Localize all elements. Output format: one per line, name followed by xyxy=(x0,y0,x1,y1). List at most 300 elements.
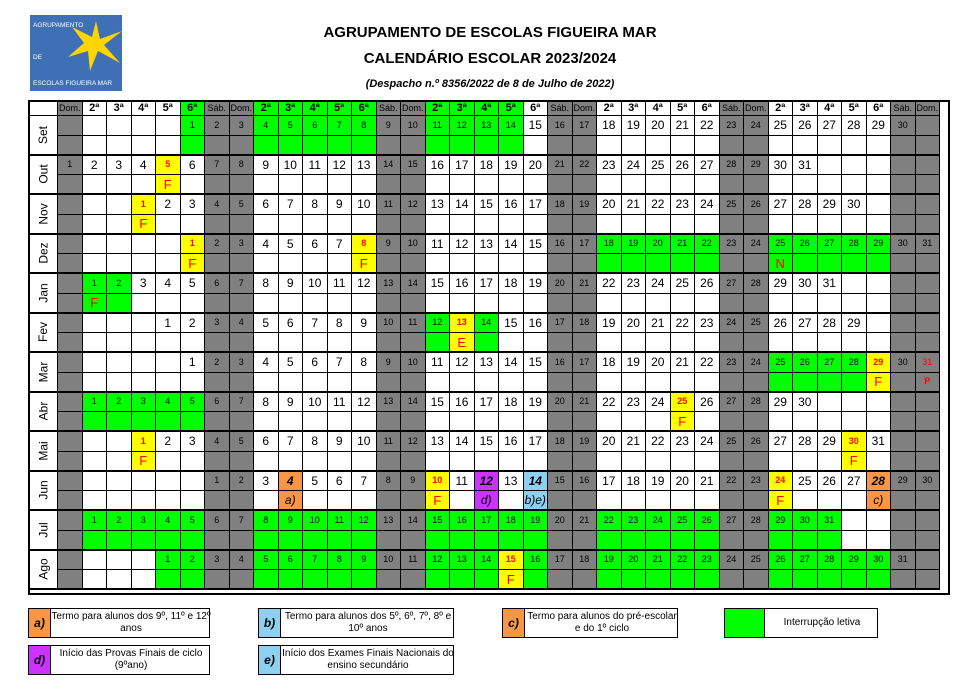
day-status-cell xyxy=(548,254,573,274)
day-status-cell xyxy=(303,570,328,590)
day-event-cell xyxy=(450,333,475,353)
empty-day-cell xyxy=(916,195,941,215)
day-number-cell: 18 xyxy=(499,511,524,531)
weekday-header-cell: 5ª xyxy=(671,102,696,116)
day-status-cell xyxy=(303,294,328,314)
day-status-cell xyxy=(107,254,132,274)
empty-day-cell xyxy=(891,195,916,215)
day-number-cell: 17 xyxy=(573,116,598,136)
day-number-cell: 8 xyxy=(254,393,279,413)
day-number-cell: 23 xyxy=(695,551,720,571)
day-status-cell xyxy=(83,136,108,156)
day-number-cell: 11 xyxy=(377,195,402,215)
month-label-cell xyxy=(30,472,58,512)
day-number-cell: 22 xyxy=(646,195,671,215)
day-number-cell: 27 xyxy=(769,195,794,215)
day-status-cell xyxy=(499,452,524,472)
day-status-cell xyxy=(916,294,941,314)
day-number-cell: 12 xyxy=(401,195,426,215)
day-status-cell xyxy=(279,412,304,432)
day-status-cell xyxy=(867,215,892,235)
weekday-header-cell: 5ª xyxy=(842,102,867,116)
day-status-cell xyxy=(426,570,451,590)
month-label-cell xyxy=(30,116,58,156)
day-number-cell: 5 xyxy=(279,235,304,255)
weekday-header-cell: 6ª xyxy=(352,102,377,116)
day-number-cell: 27 xyxy=(793,551,818,571)
weekday-header-cell: Sáb. xyxy=(891,102,916,116)
day-status-cell xyxy=(916,175,941,195)
day-status-cell xyxy=(377,333,402,353)
day-status-cell xyxy=(499,215,524,235)
day-number-cell: 10 xyxy=(303,393,328,413)
day-status-cell xyxy=(671,452,696,472)
day-status-cell xyxy=(107,373,132,393)
day-status-cell xyxy=(377,294,402,314)
day-status-cell xyxy=(891,373,916,393)
day-status-cell xyxy=(548,294,573,314)
day-status-cell xyxy=(58,136,83,156)
day-status-cell xyxy=(254,136,279,156)
day-status-cell xyxy=(597,215,622,235)
day-status-cell xyxy=(916,254,941,274)
day-status-cell xyxy=(499,531,524,551)
empty-day-cell xyxy=(58,432,83,452)
day-number-cell: 19 xyxy=(597,314,622,334)
day-event-cell xyxy=(132,452,157,472)
day-status-cell xyxy=(328,254,353,274)
day-status-cell xyxy=(377,373,402,393)
day-number-cell: 20 xyxy=(622,314,647,334)
day-status-cell xyxy=(426,333,451,353)
day-number-cell: 10 xyxy=(377,551,402,571)
day-status-cell xyxy=(205,373,230,393)
day-status-cell xyxy=(303,491,328,511)
day-status-cell xyxy=(622,136,647,156)
day-status-cell xyxy=(328,333,353,353)
day-status-cell xyxy=(646,412,671,432)
day-status-cell xyxy=(279,136,304,156)
day-number-cell: 23 xyxy=(622,274,647,294)
day-status-cell xyxy=(401,333,426,353)
day-number-cell: 30 xyxy=(842,432,867,452)
legend-item xyxy=(28,608,210,638)
day-number-cell: 16 xyxy=(548,353,573,373)
day-status-cell xyxy=(499,175,524,195)
day-number-cell: 7 xyxy=(303,551,328,571)
day-number-cell: 3 xyxy=(107,156,132,176)
day-number-cell: 19 xyxy=(622,116,647,136)
day-number-cell: 3 xyxy=(230,235,255,255)
day-number-cell: 27 xyxy=(720,274,745,294)
empty-day-cell xyxy=(891,511,916,531)
day-status-cell xyxy=(499,254,524,274)
weekday-header-cell: Dom. xyxy=(230,102,255,116)
day-number-cell: 1 xyxy=(205,472,230,492)
day-number-cell: 29 xyxy=(818,195,843,215)
day-status-cell xyxy=(107,175,132,195)
day-number-cell: 26 xyxy=(695,274,720,294)
day-status-cell xyxy=(426,294,451,314)
empty-day-cell xyxy=(916,116,941,136)
day-status-cell xyxy=(279,452,304,472)
day-status-cell xyxy=(83,491,108,511)
empty-day-cell xyxy=(842,156,867,176)
empty-day-cell xyxy=(58,116,83,136)
day-status-cell xyxy=(328,136,353,156)
day-number-cell: 28 xyxy=(842,235,867,255)
day-status-cell xyxy=(450,570,475,590)
event-code-label: F xyxy=(139,453,148,469)
day-number-cell: 26 xyxy=(769,314,794,334)
month-name: Jul xyxy=(36,522,51,538)
day-status-cell xyxy=(303,175,328,195)
day-status-cell xyxy=(303,373,328,393)
day-number-cell: 9 xyxy=(352,551,377,571)
day-event-cell xyxy=(769,254,794,274)
day-status-cell xyxy=(58,215,83,235)
day-number-cell: 27 xyxy=(793,314,818,334)
day-status-cell xyxy=(132,570,157,590)
day-status-cell xyxy=(842,175,867,195)
day-number-cell: 14 xyxy=(450,432,475,452)
legend-text: Termo para alunos dos 9º, 11º e 12º anos xyxy=(51,610,211,634)
day-status-cell xyxy=(597,254,622,274)
weekday-header-cell: 5ª xyxy=(499,102,524,116)
day-status-cell xyxy=(597,412,622,432)
month-label-cell xyxy=(30,393,58,433)
day-number-cell: 1 xyxy=(181,353,206,373)
day-status-cell xyxy=(254,175,279,195)
day-number-cell: 15 xyxy=(524,235,549,255)
day-number-cell: 17 xyxy=(548,551,573,571)
day-status-cell xyxy=(573,254,598,274)
empty-day-cell xyxy=(107,235,132,255)
day-number-cell: 6 xyxy=(303,235,328,255)
day-number-cell: 10 xyxy=(279,156,304,176)
day-status-cell xyxy=(842,215,867,235)
day-status-cell xyxy=(205,136,230,156)
day-status-cell xyxy=(818,136,843,156)
legend-item xyxy=(502,608,678,638)
day-status-cell xyxy=(744,452,769,472)
day-status-cell xyxy=(671,136,696,156)
empty-day-cell xyxy=(181,472,206,492)
day-number-cell: 6 xyxy=(205,511,230,531)
day-number-cell: 4 xyxy=(254,235,279,255)
day-number-cell: 19 xyxy=(499,156,524,176)
day-number-cell: 19 xyxy=(573,195,598,215)
day-status-cell xyxy=(744,412,769,432)
day-status-cell xyxy=(181,452,206,472)
legend-item xyxy=(724,608,878,638)
day-status-cell xyxy=(622,333,647,353)
empty-day-cell xyxy=(156,235,181,255)
day-status-cell xyxy=(867,570,892,590)
empty-day-cell xyxy=(58,353,83,373)
day-status-cell xyxy=(573,452,598,472)
day-status-cell xyxy=(450,491,475,511)
day-status-cell xyxy=(622,570,647,590)
month-name: Dez xyxy=(36,242,51,264)
day-status-cell xyxy=(744,254,769,274)
day-number-cell: 4 xyxy=(132,156,157,176)
day-status-cell xyxy=(744,373,769,393)
day-number-cell: 11 xyxy=(426,353,451,373)
weekday-header-cell: 6ª xyxy=(695,102,720,116)
day-number-cell: 26 xyxy=(744,195,769,215)
day-number-cell: 20 xyxy=(548,393,573,413)
day-number-cell: 3 xyxy=(230,353,255,373)
day-status-cell xyxy=(646,373,671,393)
day-status-cell xyxy=(744,491,769,511)
empty-day-cell xyxy=(58,235,83,255)
day-status-cell xyxy=(573,215,598,235)
day-number-cell: 27 xyxy=(842,472,867,492)
day-number-cell: 10 xyxy=(426,472,451,492)
day-status-cell xyxy=(720,333,745,353)
day-number-cell: 29 xyxy=(769,274,794,294)
day-status-cell xyxy=(156,491,181,511)
day-status-cell xyxy=(818,570,843,590)
day-status-cell xyxy=(891,412,916,432)
day-number-cell: 30 xyxy=(769,156,794,176)
day-number-cell: 18 xyxy=(499,274,524,294)
day-number-cell: 21 xyxy=(573,511,598,531)
day-number-cell: 4 xyxy=(205,195,230,215)
day-number-cell: 4 xyxy=(254,353,279,373)
day-status-cell xyxy=(720,570,745,590)
day-number-cell: 28 xyxy=(793,195,818,215)
empty-day-cell xyxy=(818,393,843,413)
event-code-label: F xyxy=(678,413,687,429)
day-status-cell xyxy=(867,254,892,274)
day-status-cell xyxy=(401,294,426,314)
day-number-cell: 11 xyxy=(450,472,475,492)
day-status-cell xyxy=(328,373,353,393)
day-status-cell xyxy=(916,491,941,511)
day-number-cell: 18 xyxy=(597,235,622,255)
day-status-cell xyxy=(83,412,108,432)
day-status-cell xyxy=(279,333,304,353)
day-number-cell: 30 xyxy=(842,195,867,215)
day-status-cell xyxy=(695,531,720,551)
day-number-cell: 2 xyxy=(181,314,206,334)
day-status-cell xyxy=(793,570,818,590)
day-number-cell: 22 xyxy=(597,393,622,413)
day-status-cell xyxy=(83,373,108,393)
day-status-cell xyxy=(230,373,255,393)
day-number-cell: 30 xyxy=(891,235,916,255)
weekday-header-cell: 6ª xyxy=(181,102,206,116)
day-number-cell: 13 xyxy=(426,432,451,452)
day-status-cell xyxy=(254,254,279,274)
day-number-cell: 29 xyxy=(818,432,843,452)
day-event-cell xyxy=(132,215,157,235)
day-status-cell xyxy=(793,294,818,314)
day-number-cell: 31 xyxy=(891,551,916,571)
event-code-label: F xyxy=(163,176,172,192)
day-number-cell: 26 xyxy=(793,116,818,136)
day-status-cell xyxy=(793,215,818,235)
event-code-label: N xyxy=(775,255,785,271)
day-status-cell xyxy=(573,531,598,551)
day-number-cell: 20 xyxy=(671,472,696,492)
day-number-cell: 18 xyxy=(499,393,524,413)
day-event-cell xyxy=(499,570,524,590)
day-number-cell: 31 xyxy=(818,274,843,294)
day-status-cell xyxy=(83,452,108,472)
day-number-cell: 5 xyxy=(230,432,255,452)
day-number-cell: 3 xyxy=(205,314,230,334)
day-status-cell xyxy=(426,412,451,432)
day-number-cell: 23 xyxy=(720,235,745,255)
legend-color-swatch: a) xyxy=(29,609,51,637)
day-number-cell: 20 xyxy=(597,432,622,452)
day-status-cell xyxy=(646,570,671,590)
day-status-cell xyxy=(695,570,720,590)
empty-day-cell xyxy=(83,314,108,334)
day-number-cell: 21 xyxy=(695,472,720,492)
header-corner-cell xyxy=(30,102,58,116)
day-status-cell xyxy=(744,294,769,314)
day-status-cell xyxy=(695,452,720,472)
day-event-cell xyxy=(352,254,377,274)
day-status-cell xyxy=(891,531,916,551)
day-status-cell xyxy=(58,254,83,274)
day-status-cell xyxy=(58,452,83,472)
day-status-cell xyxy=(352,175,377,195)
day-number-cell: 31 xyxy=(916,235,941,255)
day-number-cell: 7 xyxy=(328,116,353,136)
day-number-cell: 17 xyxy=(475,511,500,531)
day-status-cell xyxy=(132,412,157,432)
legend-text: Interrupção letiva xyxy=(783,616,861,628)
day-status-cell xyxy=(720,373,745,393)
day-number-cell: 25 xyxy=(720,195,745,215)
day-status-cell xyxy=(524,136,549,156)
day-status-cell xyxy=(867,412,892,432)
day-status-cell xyxy=(695,333,720,353)
day-number-cell: 4 xyxy=(156,393,181,413)
day-status-cell xyxy=(744,215,769,235)
day-status-cell xyxy=(818,254,843,274)
day-status-cell xyxy=(279,531,304,551)
empty-day-cell xyxy=(842,511,867,531)
day-status-cell xyxy=(401,136,426,156)
empty-day-cell xyxy=(132,472,157,492)
day-number-cell: 17 xyxy=(475,393,500,413)
day-number-cell: 1 xyxy=(181,235,206,255)
event-code-label: F xyxy=(776,492,785,508)
day-number-cell: 16 xyxy=(548,116,573,136)
weekday-header-cell: 3ª xyxy=(279,102,304,116)
day-number-cell: 12 xyxy=(450,353,475,373)
day-status-cell xyxy=(328,175,353,195)
day-number-cell: 6 xyxy=(279,314,304,334)
day-status-cell xyxy=(328,452,353,472)
day-number-cell: 9 xyxy=(377,235,402,255)
day-number-cell: 5 xyxy=(279,353,304,373)
empty-day-cell xyxy=(867,511,892,531)
empty-day-cell xyxy=(867,195,892,215)
day-status-cell xyxy=(646,491,671,511)
day-status-cell xyxy=(181,531,206,551)
empty-day-cell xyxy=(58,274,83,294)
day-number-cell: 29 xyxy=(867,235,892,255)
event-code-label: a) xyxy=(284,493,296,508)
day-number-cell: 12 xyxy=(328,156,353,176)
empty-day-cell xyxy=(132,314,157,334)
weekday-header-cell: 2ª xyxy=(254,102,279,116)
day-status-cell xyxy=(230,333,255,353)
day-status-cell xyxy=(867,136,892,156)
day-number-cell: 26 xyxy=(695,393,720,413)
day-status-cell xyxy=(818,412,843,432)
day-status-cell xyxy=(524,175,549,195)
month-name: Jan xyxy=(36,283,51,303)
day-number-cell: 25 xyxy=(671,511,696,531)
day-status-cell xyxy=(891,254,916,274)
day-number-cell: 25 xyxy=(793,472,818,492)
page-title: AGRUPAMENTO DE ESCOLAS FIGUEIRA MAR xyxy=(323,24,657,41)
day-status-cell xyxy=(254,215,279,235)
event-code-label: F xyxy=(188,255,197,271)
day-number-cell: 17 xyxy=(450,156,475,176)
day-number-cell: 31 xyxy=(818,511,843,531)
day-number-cell: 6 xyxy=(328,472,353,492)
day-status-cell xyxy=(818,373,843,393)
day-number-cell: 9 xyxy=(328,432,353,452)
day-number-cell: 4 xyxy=(279,472,304,492)
day-number-cell: 16 xyxy=(450,511,475,531)
day-number-cell: 31 xyxy=(867,432,892,452)
month-label-cell xyxy=(30,195,58,235)
day-status-cell xyxy=(107,294,132,314)
day-status-cell xyxy=(622,491,647,511)
month-name: Jun xyxy=(36,480,51,500)
day-number-cell: 8 xyxy=(352,235,377,255)
day-status-cell xyxy=(230,412,255,432)
empty-day-cell xyxy=(916,314,941,334)
day-number-cell: 20 xyxy=(646,116,671,136)
day-status-cell xyxy=(426,254,451,274)
day-status-cell xyxy=(891,333,916,353)
day-status-cell xyxy=(475,531,500,551)
day-number-cell: 14 xyxy=(401,511,426,531)
day-status-cell xyxy=(695,175,720,195)
legend-item xyxy=(258,645,454,675)
day-status-cell xyxy=(132,175,157,195)
day-number-cell: 13 xyxy=(352,156,377,176)
day-status-cell xyxy=(548,491,573,511)
day-number-cell: 1 xyxy=(156,314,181,334)
day-number-cell: 19 xyxy=(646,472,671,492)
day-status-cell xyxy=(254,531,279,551)
day-status-cell xyxy=(524,570,549,590)
empty-day-cell xyxy=(132,551,157,571)
day-status-cell xyxy=(205,333,230,353)
day-number-cell: 9 xyxy=(328,195,353,215)
day-status-cell xyxy=(548,531,573,551)
empty-day-cell xyxy=(916,393,941,413)
weekday-header-cell: Dom. xyxy=(573,102,598,116)
day-status-cell xyxy=(254,452,279,472)
weekday-header-cell: 2ª xyxy=(597,102,622,116)
day-number-cell: 8 xyxy=(377,472,402,492)
day-status-cell xyxy=(818,491,843,511)
day-status-cell xyxy=(720,491,745,511)
